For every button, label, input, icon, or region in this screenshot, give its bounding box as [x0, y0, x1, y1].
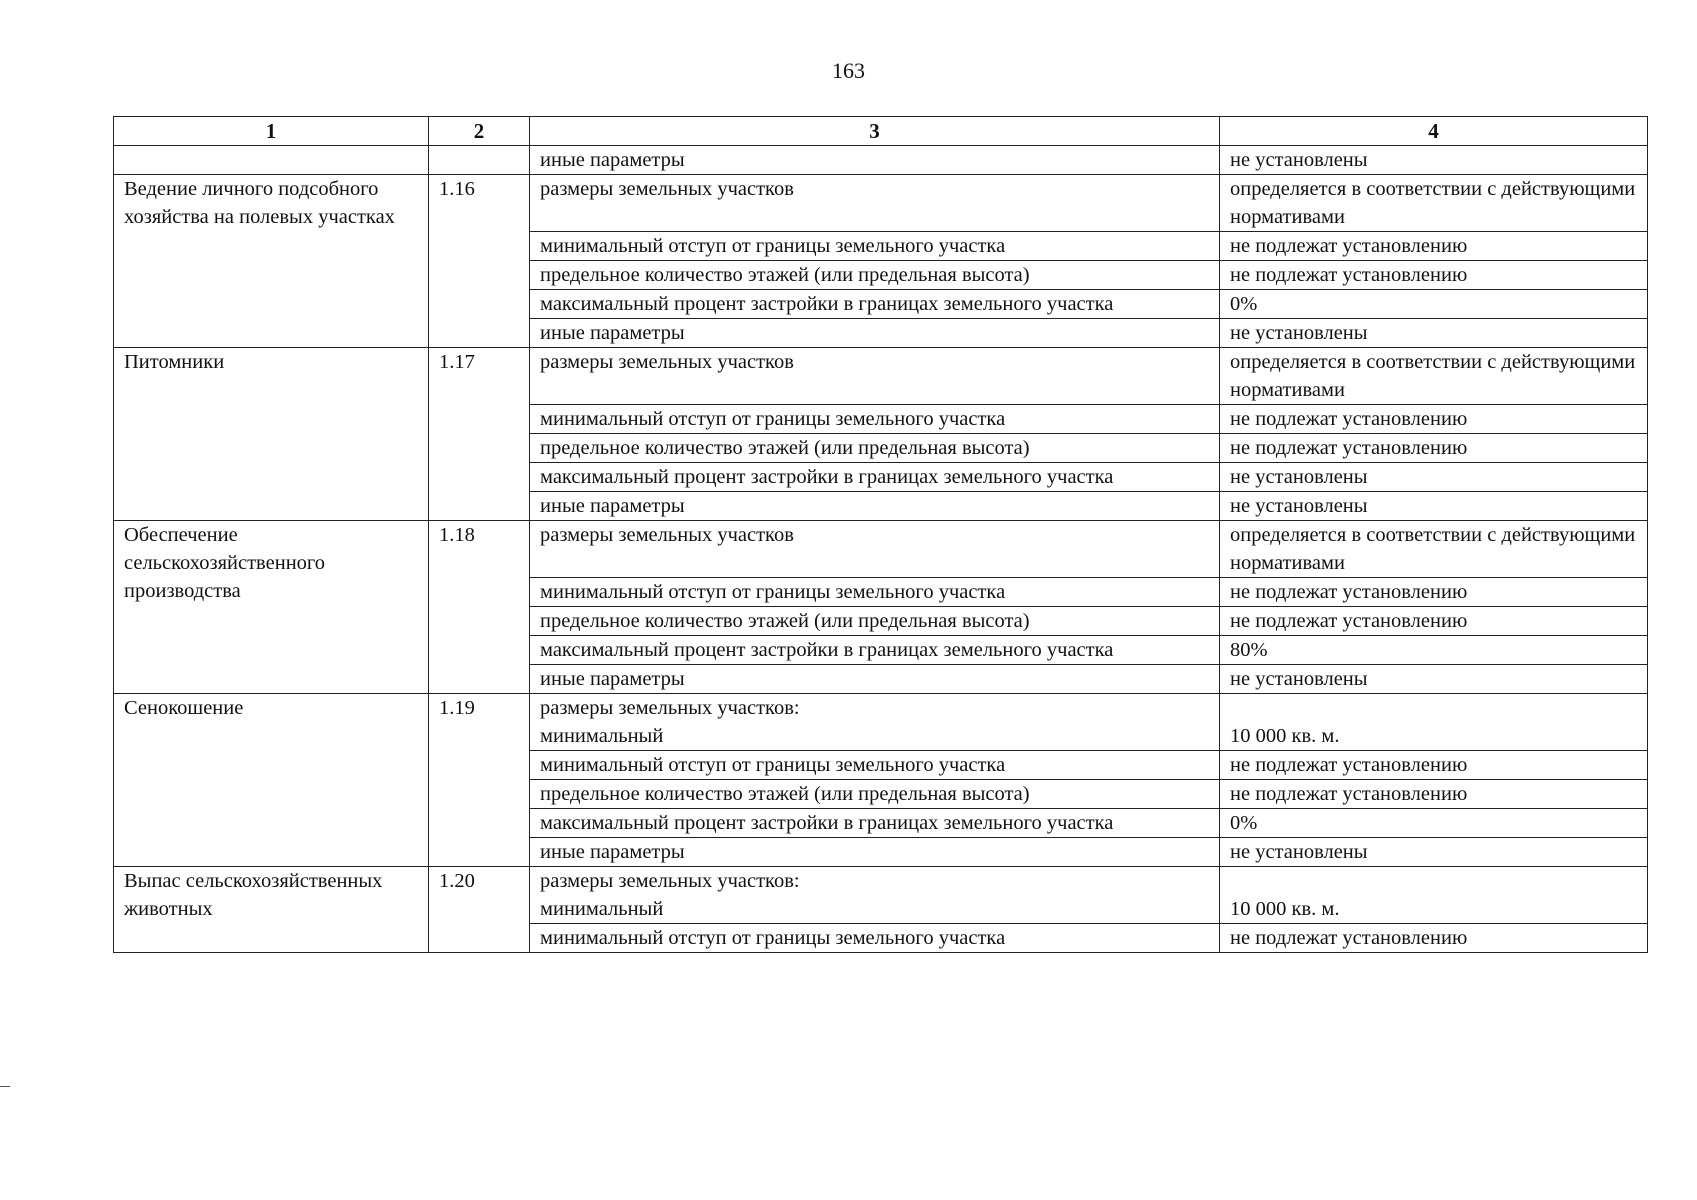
code-cell: 1.18	[429, 521, 530, 694]
param-cell: минимальный отступ от границы земельного участка	[530, 232, 1220, 261]
code-cell: 1.20	[429, 867, 530, 953]
table-row	[114, 146, 1648, 175]
value-cell: не подлежат установлению	[1220, 924, 1648, 953]
param-cell: минимальный отступ от границы земельного участка	[530, 578, 1220, 607]
margin-mark	[0, 1086, 10, 1087]
param-cell: иные параметры	[530, 665, 1220, 694]
table-row	[114, 867, 1648, 924]
page-number: 163	[832, 58, 865, 83]
code-cell: 1.17	[429, 348, 530, 521]
param-cell: максимальный процент застройки в границах земельного участка	[530, 809, 1220, 838]
table-header-row	[114, 117, 1648, 146]
param-cell: минимальный отступ от границы земельного участка	[530, 405, 1220, 434]
use-cell: Обеспечение сельскохозяйственного производства	[114, 521, 429, 694]
value-cell: не установлены	[1220, 146, 1648, 175]
param-cell: иные параметры	[530, 492, 1220, 521]
value-cell: не подлежат установлению	[1220, 434, 1648, 463]
value-cell: 10 000 кв. м.	[1220, 694, 1648, 751]
value-cell: 80%	[1220, 636, 1648, 665]
value-cell: не подлежат установлению	[1220, 261, 1648, 290]
use-cell: Ведение личного подсобного хозяйства на полевых участках	[114, 175, 429, 348]
param-cell: иные параметры	[530, 319, 1220, 348]
param-cell: размеры земельных участков	[530, 175, 1220, 232]
param-line: минимальный	[540, 725, 664, 747]
value-cell: не подлежат установлению	[1220, 780, 1648, 809]
value-cell: определяется в соответствии с действующими нормативами	[1220, 348, 1648, 405]
value-cell: не подлежат установлению	[1220, 232, 1648, 261]
value-cell: 10 000 кв. м.	[1220, 867, 1648, 924]
param-cell	[530, 694, 1220, 751]
value-cell: не установлены	[1220, 463, 1648, 492]
param-cell: минимальный отступ от границы земельного участка	[530, 751, 1220, 780]
use-cell: Сенокошение	[114, 694, 429, 867]
value-cell: 0%	[1220, 809, 1648, 838]
code-cell: 1.19	[429, 694, 530, 867]
value-cell: не установлены	[1220, 665, 1648, 694]
table-row	[114, 521, 1648, 578]
regulations-table	[113, 116, 1648, 953]
use-cell: Питомники	[114, 348, 429, 521]
value-cell: не подлежат установлению	[1220, 578, 1648, 607]
param-cell: размеры земельных участков	[530, 348, 1220, 405]
value-cell: не установлены	[1220, 838, 1648, 867]
use-cell	[114, 146, 429, 175]
param-cell: предельное количество этажей (или предельная высота)	[530, 261, 1220, 290]
param-cell: предельное количество этажей (или предельная высота)	[530, 434, 1220, 463]
param-cell: предельное количество этажей (или предельная высота)	[530, 607, 1220, 636]
param-cell: максимальный процент застройки в границах земельного участка	[530, 463, 1220, 492]
param-cell: размеры земельных участков	[530, 521, 1220, 578]
column-header: 4	[1220, 117, 1648, 146]
param-cell: максимальный процент застройки в границах земельного участка	[530, 290, 1220, 319]
param-cell: предельное количество этажей (или предельная высота)	[530, 780, 1220, 809]
value-cell: определяется в соответствии с действующими нормативами	[1220, 175, 1648, 232]
param-cell	[530, 867, 1220, 924]
column-header: 2	[429, 117, 530, 146]
code-cell	[429, 146, 530, 175]
param-cell: максимальный процент застройки в границах земельного участка	[530, 636, 1220, 665]
value-cell: не подлежат установлению	[1220, 607, 1648, 636]
table-row	[114, 175, 1648, 232]
param-cell: иные параметры	[530, 146, 1220, 175]
code-cell: 1.16	[429, 175, 530, 348]
param-line: минимальный	[540, 898, 664, 920]
param-line: размеры земельных участков:	[540, 870, 800, 892]
value-cell: не подлежат установлению	[1220, 405, 1648, 434]
param-cell: иные параметры	[530, 838, 1220, 867]
param-line: размеры земельных участков:	[540, 697, 800, 719]
value-cell: не установлены	[1220, 319, 1648, 348]
column-header: 3	[530, 117, 1220, 146]
value-cell: не установлены	[1220, 492, 1648, 521]
param-cell: минимальный отступ от границы земельного участка	[530, 924, 1220, 953]
value-cell: не подлежат установлению	[1220, 751, 1648, 780]
value-cell: определяется в соответствии с действующими нормативами	[1220, 521, 1648, 578]
column-header: 1	[114, 117, 429, 146]
value-cell: 0%	[1220, 290, 1648, 319]
use-cell: Выпас сельскохозяйственных животных	[114, 867, 429, 953]
table-row	[114, 348, 1648, 405]
table-row	[114, 694, 1648, 751]
